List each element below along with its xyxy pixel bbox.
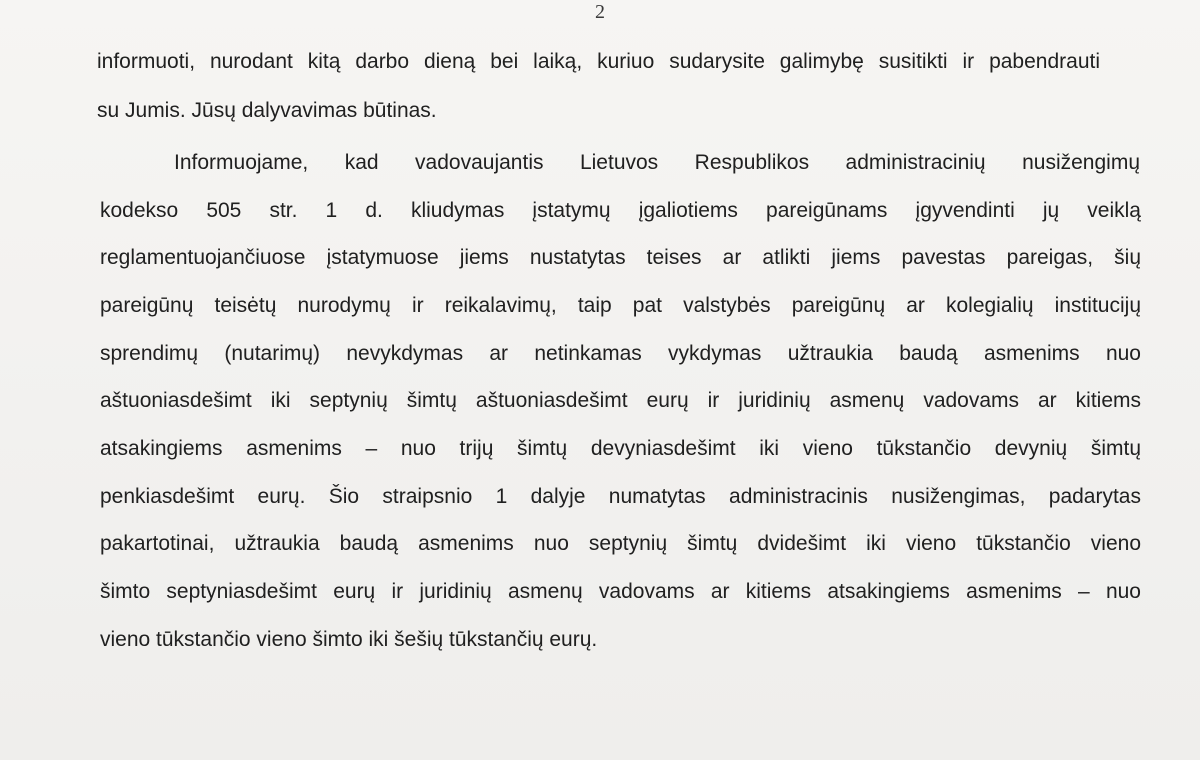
paragraph-2-line-4: pareigūnų teisėtų nurodymų ir reikalavimų, taip pat valstybės pareigūnų ar kolegialių institucijų — [100, 294, 1141, 317]
paragraph-1-line-2: su Jumis. Jūsų dalyvavimas būtinas. — [97, 99, 437, 122]
paragraph-2-line-1: Informuojame, kad vadovaujantis Lietuvos Respublikos administracinių nusižengimų — [174, 151, 1140, 174]
paragraph-2-line-7: atsakingiems asmenims – nuo trijų šimtų devyniasdešimt iki vieno tūkstančio devynių šimtų — [100, 437, 1141, 460]
paragraph-2-line-9: pakartotinai, užtraukia baudą asmenims nuo septynių šimtų dvidešimt iki vieno tūkstančio vieno — [100, 532, 1141, 555]
paragraph-2-line-8: penkiasdešimt eurų. Šio straipsnio 1 dalyje numatytas administracinis nusižengimas, padarytas — [100, 485, 1141, 508]
paragraph-1-line-1: informuoti, nurodant kitą darbo dieną bei laiką, kuriuo sudarysite galimybę susitikti ir pabendrauti — [97, 50, 1100, 73]
paragraph-2-line-2: kodekso 505 str. 1 d. kliudymas įstatymų įgaliotiems pareigūnams įgyvendinti jų veiklą — [100, 199, 1141, 222]
paragraph-2-line-3: reglamentuojančiuose įstatymuose jiems nustatytas teises ar atlikti jiems pavestas pareigas, šių — [100, 246, 1141, 269]
paragraph-2-line-10: šimto septyniasdešimt eurų ir juridinių asmenų vadovams ar kitiems atsakingiems asmenims – nuo — [100, 580, 1141, 603]
paragraph-2-line-11: vieno tūkstančio vieno šimto iki šešių tūkstančių eurų. — [100, 628, 598, 651]
page-number: 2 — [595, 1, 605, 23]
paragraph-2-line-6: aštuoniasdešimt iki septynių šimtų aštuoniasdešimt eurų ir juridinių asmenų vadovams ar kitiems — [100, 389, 1141, 412]
paragraph-2-line-5: sprendimų (nutarimų) nevykdymas ar netinkamas vykdymas užtraukia baudą asmenims nuo — [100, 342, 1141, 365]
